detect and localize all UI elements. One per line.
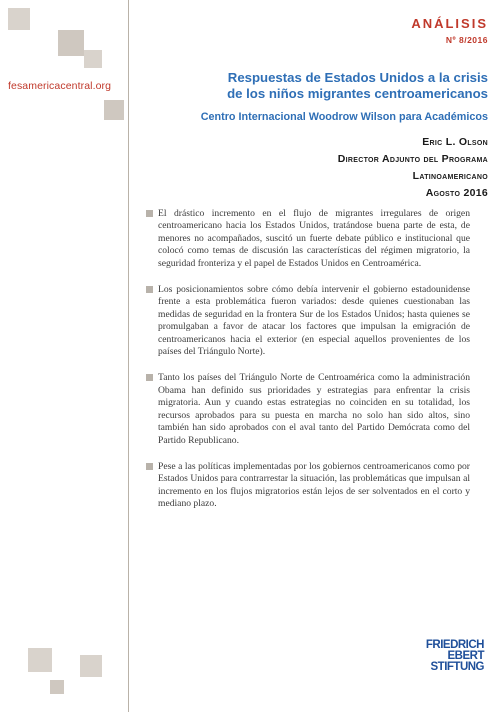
paragraph-text: Los posicionamientos sobre cómo debía intervenir el gobierno estadounidense frente a esta problemática fueron variados: desde quienes cuestionaban las medidas de seguridad en la frontera Sur de los Estados Unidos; hasta quienes se promulgaban a favor de atacar los factores que impulsan la emigración de centroamericanos hacia el exterior (en especial aquellos provenientes de los países del Triángulo Norte).: [158, 284, 470, 358]
document-header: [140, 70, 488, 202]
summary-paragraph: [146, 284, 470, 358]
bullet-square-icon: [146, 374, 153, 381]
publication-date: Agosto 2016: [425, 187, 488, 199]
series-block: [411, 16, 488, 45]
vertical-rule: [128, 0, 129, 712]
decorative-square: [58, 30, 84, 56]
site-url[interactable]: fesamericacentral.org: [8, 80, 112, 92]
series-number: Nº 8/2016: [445, 35, 488, 45]
logo-line: STIFTUNG: [430, 661, 484, 673]
logo-line: FRIEDRICH: [425, 639, 484, 651]
bullet-square-icon: [146, 286, 153, 293]
decorative-square: [104, 100, 124, 120]
author-position: Latinoamericano: [412, 170, 488, 182]
paragraph-text: Pese a las políticas implementadas por los gobiernos centroamericanos como por Estados Unidos para contrarrestar la situación, las problemáticas que impulsan al incremento en los flujos migratorios están lejos de ser solventados en el corto y mediano plazo.: [158, 460, 470, 510]
document-title: [140, 70, 488, 102]
paragraph-text: El drástico incremento en el flujo de migrantes irregulares de origen centroamericano hacia los Estados Unidos, tratándose buena parte de esta, de menores no acompañados, suscitó un fuerte debate público e institucional que colocó como temas de discusión las características del régimen migratorio, la seguridad fronteriza y el papel de Estados Unidos en Centroamérica.: [158, 208, 470, 269]
author-name: Eric L. Olson: [422, 136, 488, 148]
fes-logo: [426, 640, 484, 673]
decorative-square: [80, 655, 102, 677]
decorative-square: [8, 8, 30, 30]
decorative-square: [28, 648, 52, 672]
summary-paragraph: [146, 208, 470, 270]
bullet-square-icon: [146, 210, 153, 217]
paragraph-text: Tanto los países del Triángulo Norte de Centroamérica como la administración Obama han definido sus prioridades y estrategias para enfrentar la crisis migratoria. Aun y cuando estas estrategias no coinciden en su totalidad, los recursos aprobados para su puesta en marcha no solo han sido altos, sino también han sido aprobados con el aval tanto del Partido Demócrata como del Partido Republicano.: [158, 372, 470, 446]
author-position: Director Adjunto del Programa: [337, 153, 488, 165]
decorative-square: [50, 680, 64, 694]
title-line: Respuestas de Estados Unidos a la crisis: [227, 70, 488, 85]
summary-body: [146, 208, 470, 525]
decorative-square: [84, 50, 102, 68]
logo-line: EBERT: [447, 650, 484, 662]
series-label: ANÁLISIS: [411, 16, 488, 31]
author-block: [140, 134, 488, 202]
summary-paragraph: [146, 372, 470, 446]
title-line: de los niños migrantes centroamericanos: [227, 86, 488, 101]
organization-name: Centro Internacional Woodrow Wilson para Académicos: [200, 111, 488, 123]
summary-paragraph: [146, 461, 470, 511]
bullet-square-icon: [146, 463, 153, 470]
